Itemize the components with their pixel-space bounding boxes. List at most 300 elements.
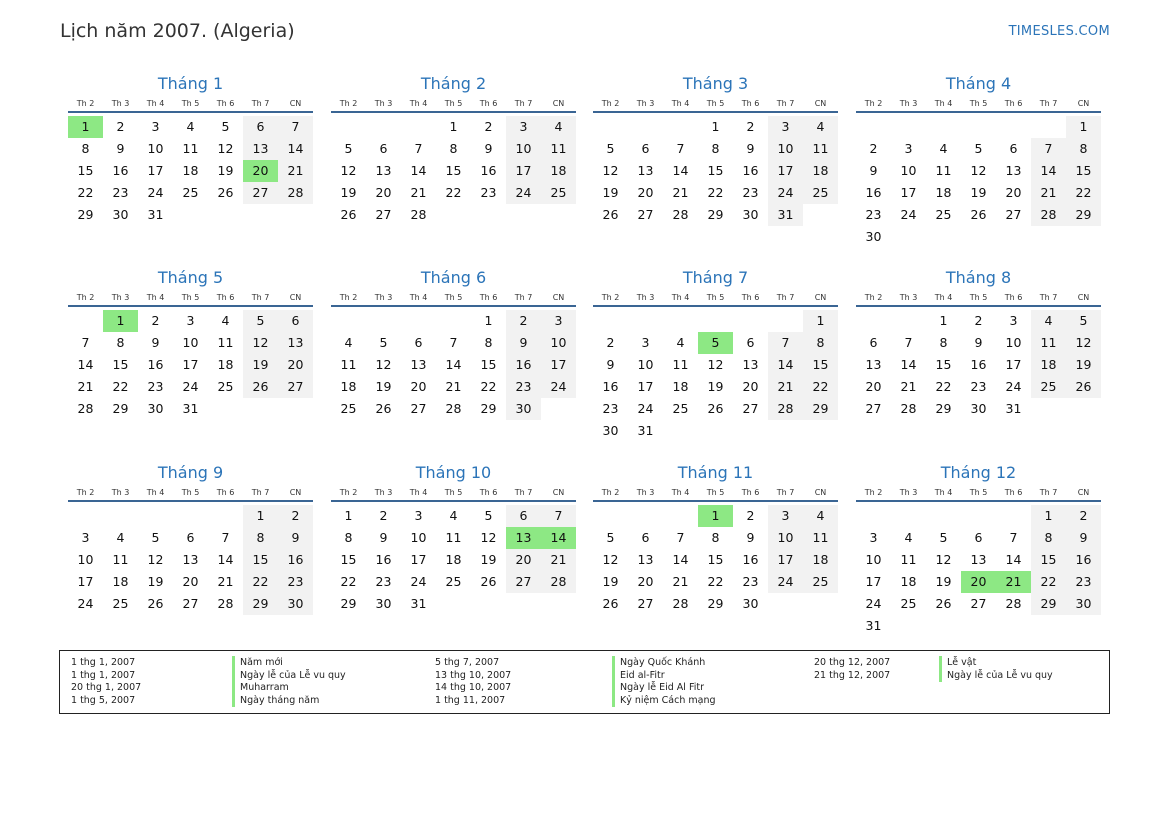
day-cell: 27 [637, 207, 654, 222]
day-cell: 30 [147, 401, 164, 416]
weekday-label: Th 2 [601, 293, 620, 302]
day-cell: 26 [243, 376, 278, 398]
day-cell: 5 [606, 141, 615, 156]
empty-cell [768, 310, 803, 332]
weekday-label: Th 6 [216, 488, 235, 497]
day-cell: 1 [711, 119, 720, 134]
day-cell: 13 [182, 552, 199, 567]
day-cell: 22 [1031, 571, 1066, 593]
day-cell: 28 [445, 401, 462, 416]
day-cell: 6 [379, 141, 388, 156]
day-cell: 14 [672, 163, 689, 178]
weekday-label: Th 3 [374, 488, 393, 497]
weekday-label: Th 4 [671, 99, 690, 108]
weekday-label: Th 2 [864, 99, 883, 108]
day-cell: 20 [506, 549, 541, 571]
legend-date: 5 thg 7, 2007 [435, 657, 500, 668]
day-cell: 29 [707, 596, 724, 611]
weekday-label: Th 3 [899, 99, 918, 108]
month-3 [593, 73, 838, 226]
day-cell: 8 [344, 530, 353, 545]
day-cell: 15 [445, 163, 462, 178]
weekday-label: Th 7 [251, 293, 270, 302]
weekday-label: Th 7 [514, 293, 533, 302]
weekday-label: Th 7 [514, 488, 533, 497]
day-cell: 7 [81, 335, 90, 350]
day-grid [593, 116, 838, 226]
day-cell: 28 [768, 398, 803, 420]
weekday-label: Th 4 [934, 293, 953, 302]
day-cell: 25 [803, 182, 838, 204]
day-cell: 8 [711, 141, 720, 156]
weekday-label: Th 2 [76, 488, 95, 497]
day-cell: 21 [445, 379, 462, 394]
day-cell: 4 [541, 116, 576, 138]
day-cell: 12 [707, 357, 724, 372]
day-cell: 4 [676, 335, 685, 350]
day-cell: 12 [147, 552, 164, 567]
day-cell: 4 [116, 530, 125, 545]
day-cell: 19 [480, 552, 497, 567]
weekday-label: Th 4 [934, 488, 953, 497]
weekday-label: Th 5 [969, 99, 988, 108]
day-cell: 6 [974, 530, 983, 545]
day-cell: 29 [1066, 204, 1101, 226]
weekday-label: Th 5 [969, 488, 988, 497]
day-cell: 8 [803, 332, 838, 354]
day-cell: 31 [865, 618, 882, 633]
legend-date: 20 thg 12, 2007 [814, 657, 891, 668]
day-cell: 11 [541, 138, 576, 160]
empty-cell [891, 310, 926, 332]
day-cell: 20 [742, 379, 759, 394]
day-cell: 23 [147, 379, 164, 394]
weekday-label: Th 2 [864, 488, 883, 497]
month-12 [856, 462, 1101, 637]
day-cell: 15 [803, 354, 838, 376]
day-cell: 7 [1031, 138, 1066, 160]
day-cell: 30 [112, 207, 129, 222]
empty-cell [366, 116, 401, 138]
day-cell: 16 [480, 163, 497, 178]
weekday-label: CN [552, 488, 565, 497]
day-cell: 9 [379, 530, 388, 545]
day-cell: 29 [243, 593, 278, 615]
day-grid [856, 116, 1101, 248]
day-cell: 11 [900, 552, 917, 567]
legend-holiday-name: Lễ vật [939, 656, 976, 669]
weekday-header [856, 291, 1101, 307]
day-cell: 2 [1066, 505, 1101, 527]
day-cell: 26 [217, 185, 234, 200]
legend-date: 20 thg 1, 2007 [71, 682, 142, 694]
day-cell: 24 [182, 379, 199, 394]
day-cell: 16 [147, 357, 164, 372]
day-cell: 10 [1005, 335, 1022, 350]
day-cell: 14 [672, 552, 689, 567]
month-8 [856, 267, 1101, 420]
day-cell: 4 [803, 505, 838, 527]
day-cell: 8 [449, 141, 458, 156]
day-cell: 9 [606, 357, 615, 372]
day-cell: 20 [182, 574, 199, 589]
day-cell: 8 [939, 335, 948, 350]
day-cell: 29 [112, 401, 129, 416]
day-cell: 4 [221, 313, 230, 328]
day-cell: 28 [672, 596, 689, 611]
day-cell: 19 [707, 379, 724, 394]
month-title: Tháng 7 [682, 268, 749, 287]
day-cell: 1 [243, 505, 278, 527]
empty-cell [891, 505, 926, 527]
empty-cell [856, 505, 891, 527]
legend-holiday-name: Ngày lễ của Lễ vu quy [939, 669, 1053, 682]
day-cell: 12 [1066, 332, 1101, 354]
day-cell: 11 [672, 357, 689, 372]
day-grid [68, 505, 313, 615]
day-cell: 4 [1031, 310, 1066, 332]
weekday-label: Th 4 [671, 488, 690, 497]
day-cell: 4 [939, 141, 948, 156]
weekday-label: Th 6 [1004, 293, 1023, 302]
day-cell: 3 [904, 141, 913, 156]
day-cell: 10 [865, 552, 882, 567]
day-cell: 3 [869, 530, 878, 545]
day-cell: 6 [641, 141, 650, 156]
day-cell: 25 [672, 401, 689, 416]
day-cell: 16 [742, 163, 759, 178]
day-grid [331, 505, 576, 615]
weekday-label: Th 5 [706, 488, 725, 497]
day-cell: 8 [1031, 527, 1066, 549]
legend-holiday-name: Ngày tháng năm [232, 694, 319, 707]
weekday-header [593, 291, 838, 307]
day-cell: 28 [900, 401, 917, 416]
empty-cell [961, 505, 996, 527]
day-cell: 8 [484, 335, 493, 350]
weekday-label: Th 6 [741, 293, 760, 302]
day-cell: 5 [606, 530, 615, 545]
day-cell: 3 [506, 116, 541, 138]
weekday-label: Th 7 [1039, 293, 1058, 302]
day-cell: 26 [480, 574, 497, 589]
day-cell: 3 [768, 505, 803, 527]
weekday-label: CN [1077, 99, 1090, 108]
day-cell: 19 [1066, 354, 1101, 376]
day-cell: 6 [1009, 141, 1018, 156]
day-cell: 22 [707, 185, 724, 200]
day-cell: 14 [900, 357, 917, 372]
day-cell: 17 [1005, 357, 1022, 372]
day-cell: 24 [637, 401, 654, 416]
day-cell: 16 [970, 357, 987, 372]
day-cell: 23 [112, 185, 129, 200]
empty-cell [926, 116, 961, 138]
holiday-day-cell: 13 [506, 527, 541, 549]
weekday-label: Th 3 [111, 488, 130, 497]
day-cell: 22 [480, 379, 497, 394]
day-cell: 2 [746, 508, 755, 523]
day-cell: 5 [1066, 310, 1101, 332]
day-cell: 5 [221, 119, 230, 134]
day-cell: 20 [410, 379, 427, 394]
month-2 [331, 73, 576, 226]
empty-cell [996, 505, 1031, 527]
day-cell: 18 [445, 552, 462, 567]
day-cell: 23 [742, 574, 759, 589]
day-cell: 7 [676, 141, 685, 156]
weekday-label: CN [1077, 488, 1090, 497]
day-cell: 7 [449, 335, 458, 350]
empty-cell [401, 116, 436, 138]
day-cell: 24 [768, 182, 803, 204]
day-cell: 15 [707, 163, 724, 178]
day-cell: 10 [506, 138, 541, 160]
day-cell: 24 [865, 596, 882, 611]
day-cell: 21 [672, 574, 689, 589]
weekday-label: Th 6 [216, 99, 235, 108]
legend-holiday-name: Muharram [232, 681, 289, 694]
day-cell: 5 [243, 310, 278, 332]
empty-cell [593, 505, 628, 527]
day-cell: 12 [935, 552, 952, 567]
day-cell: 16 [1066, 549, 1101, 571]
day-cell: 13 [1005, 163, 1022, 178]
day-cell: 2 [484, 119, 493, 134]
weekday-label: Th 2 [76, 99, 95, 108]
day-cell: 13 [410, 357, 427, 372]
day-cell: 12 [217, 141, 234, 156]
empty-cell [593, 310, 628, 332]
day-cell: 17 [182, 357, 199, 372]
empty-cell [331, 310, 366, 332]
weekday-label: Th 7 [514, 99, 533, 108]
day-cell: 12 [480, 530, 497, 545]
day-cell: 19 [602, 185, 619, 200]
day-cell: 4 [904, 530, 913, 545]
day-cell: 20 [278, 354, 313, 376]
day-cell: 25 [803, 571, 838, 593]
weekday-label: Th 4 [146, 293, 165, 302]
day-cell: 18 [803, 160, 838, 182]
weekday-label: Th 4 [409, 488, 428, 497]
weekday-header [331, 486, 576, 502]
day-cell: 26 [602, 207, 619, 222]
day-grid [856, 505, 1101, 637]
weekday-label: Th 4 [671, 293, 690, 302]
day-cell: 23 [865, 207, 882, 222]
legend-date: 14 thg 10, 2007 [435, 682, 512, 694]
empty-cell [926, 505, 961, 527]
day-cell: 27 [375, 207, 392, 222]
day-cell: 28 [278, 182, 313, 204]
day-cell: 1 [449, 119, 458, 134]
day-cell: 20 [865, 379, 882, 394]
day-cell: 1 [344, 508, 353, 523]
day-cell: 16 [278, 549, 313, 571]
day-cell: 12 [602, 552, 619, 567]
day-cell: 11 [803, 527, 838, 549]
brand-link[interactable]: TIMESLES.COM [1008, 24, 1110, 39]
day-cell: 15 [112, 357, 129, 372]
month-title: Tháng 11 [677, 463, 754, 482]
day-cell: 24 [77, 596, 94, 611]
month-7 [593, 267, 838, 442]
day-cell: 24 [900, 207, 917, 222]
day-cell: 24 [147, 185, 164, 200]
day-cell: 6 [278, 310, 313, 332]
day-cell: 25 [1031, 376, 1066, 398]
weekday-label: Th 4 [146, 488, 165, 497]
day-cell: 2 [506, 310, 541, 332]
empty-cell [856, 310, 891, 332]
day-cell: 19 [217, 163, 234, 178]
day-cell: 30 [506, 398, 541, 420]
day-cell: 10 [541, 332, 576, 354]
day-cell: 19 [375, 379, 392, 394]
day-cell: 6 [506, 505, 541, 527]
weekday-label: Th 2 [339, 488, 358, 497]
day-cell: 4 [186, 119, 195, 134]
day-cell: 24 [541, 376, 576, 398]
empty-cell [1031, 116, 1066, 138]
day-cell: 6 [869, 335, 878, 350]
day-cell: 25 [445, 574, 462, 589]
day-cell: 16 [742, 552, 759, 567]
day-cell: 31 [182, 401, 199, 416]
day-cell: 7 [904, 335, 913, 350]
day-cell: 16 [112, 163, 129, 178]
day-cell: 2 [974, 313, 983, 328]
weekday-label: CN [814, 488, 827, 497]
day-cell: 4 [803, 116, 838, 138]
empty-cell [733, 310, 768, 332]
day-cell: 5 [151, 530, 160, 545]
day-cell: 25 [900, 596, 917, 611]
day-cell: 6 [243, 116, 278, 138]
weekday-header [856, 486, 1101, 502]
day-cell: 16 [602, 379, 619, 394]
weekday-label: Th 5 [181, 99, 200, 108]
day-cell: 17 [865, 574, 882, 589]
day-cell: 29 [340, 596, 357, 611]
day-grid [593, 310, 838, 442]
day-cell: 28 [1031, 204, 1066, 226]
empty-cell [891, 116, 926, 138]
day-cell: 19 [243, 354, 278, 376]
day-cell: 13 [970, 552, 987, 567]
month-1 [68, 73, 313, 226]
day-cell: 6 [746, 335, 755, 350]
weekday-label: Th 3 [111, 99, 130, 108]
empty-cell [208, 505, 243, 527]
day-cell: 19 [147, 574, 164, 589]
day-cell: 8 [243, 527, 278, 549]
month-title: Tháng 1 [157, 74, 224, 93]
day-cell: 11 [935, 163, 952, 178]
day-cell: 10 [410, 530, 427, 545]
day-cell: 26 [340, 207, 357, 222]
day-cell: 17 [768, 160, 803, 182]
month-4 [856, 73, 1101, 248]
weekday-label: Th 7 [1039, 99, 1058, 108]
day-cell: 15 [340, 552, 357, 567]
month-title: Tháng 8 [945, 268, 1012, 287]
month-title: Tháng 12 [940, 463, 1017, 482]
day-cell: 16 [375, 552, 392, 567]
day-cell: 18 [182, 163, 199, 178]
legend-date: 13 thg 10, 2007 [435, 669, 512, 681]
weekday-label: Th 7 [251, 99, 270, 108]
holiday-day-cell: 1 [68, 116, 103, 138]
weekday-label: Th 3 [899, 293, 918, 302]
day-cell: 24 [410, 574, 427, 589]
day-cell: 22 [935, 379, 952, 394]
weekday-label: Th 3 [636, 488, 655, 497]
weekday-label: Th 4 [409, 293, 428, 302]
day-cell: 9 [484, 141, 493, 156]
day-cell: 29 [707, 207, 724, 222]
day-cell: 2 [869, 141, 878, 156]
weekday-label: Th 7 [251, 488, 270, 497]
day-cell: 30 [602, 423, 619, 438]
day-cell: 30 [375, 596, 392, 611]
day-cell: 1 [484, 313, 493, 328]
empty-cell [366, 310, 401, 332]
day-cell: 22 [445, 185, 462, 200]
month-title: Tháng 2 [420, 74, 487, 93]
weekday-label: Th 4 [409, 99, 428, 108]
weekday-label: CN [289, 99, 302, 108]
day-cell: 7 [1009, 530, 1018, 545]
day-cell: 8 [1066, 138, 1101, 160]
day-cell: 21 [900, 379, 917, 394]
weekday-label: Th 6 [479, 488, 498, 497]
weekday-label: Th 3 [111, 293, 130, 302]
day-cell: 18 [803, 549, 838, 571]
day-cell: 3 [641, 335, 650, 350]
day-cell: 6 [186, 530, 195, 545]
day-cell: 13 [637, 552, 654, 567]
day-cell: 9 [974, 335, 983, 350]
day-cell: 21 [278, 160, 313, 182]
day-cell: 30 [865, 229, 882, 244]
day-grid [593, 505, 838, 615]
day-cell: 29 [480, 401, 497, 416]
day-cell: 15 [243, 549, 278, 571]
day-grid [856, 310, 1101, 420]
day-cell: 14 [445, 357, 462, 372]
empty-cell [856, 116, 891, 138]
day-cell: 27 [865, 401, 882, 416]
day-cell: 15 [1031, 549, 1066, 571]
day-cell: 21 [541, 549, 576, 571]
day-cell: 22 [803, 376, 838, 398]
day-cell: 28 [1005, 596, 1022, 611]
day-cell: 15 [1066, 160, 1101, 182]
day-cell: 26 [1066, 376, 1101, 398]
day-cell: 8 [81, 141, 90, 156]
day-cell: 9 [116, 141, 125, 156]
day-cell: 1 [939, 313, 948, 328]
weekday-label: Th 2 [339, 99, 358, 108]
day-cell: 25 [217, 379, 234, 394]
day-cell: 27 [742, 401, 759, 416]
day-cell: 22 [243, 571, 278, 593]
empty-cell [628, 505, 663, 527]
day-cell: 11 [182, 141, 199, 156]
weekday-label: CN [289, 293, 302, 302]
